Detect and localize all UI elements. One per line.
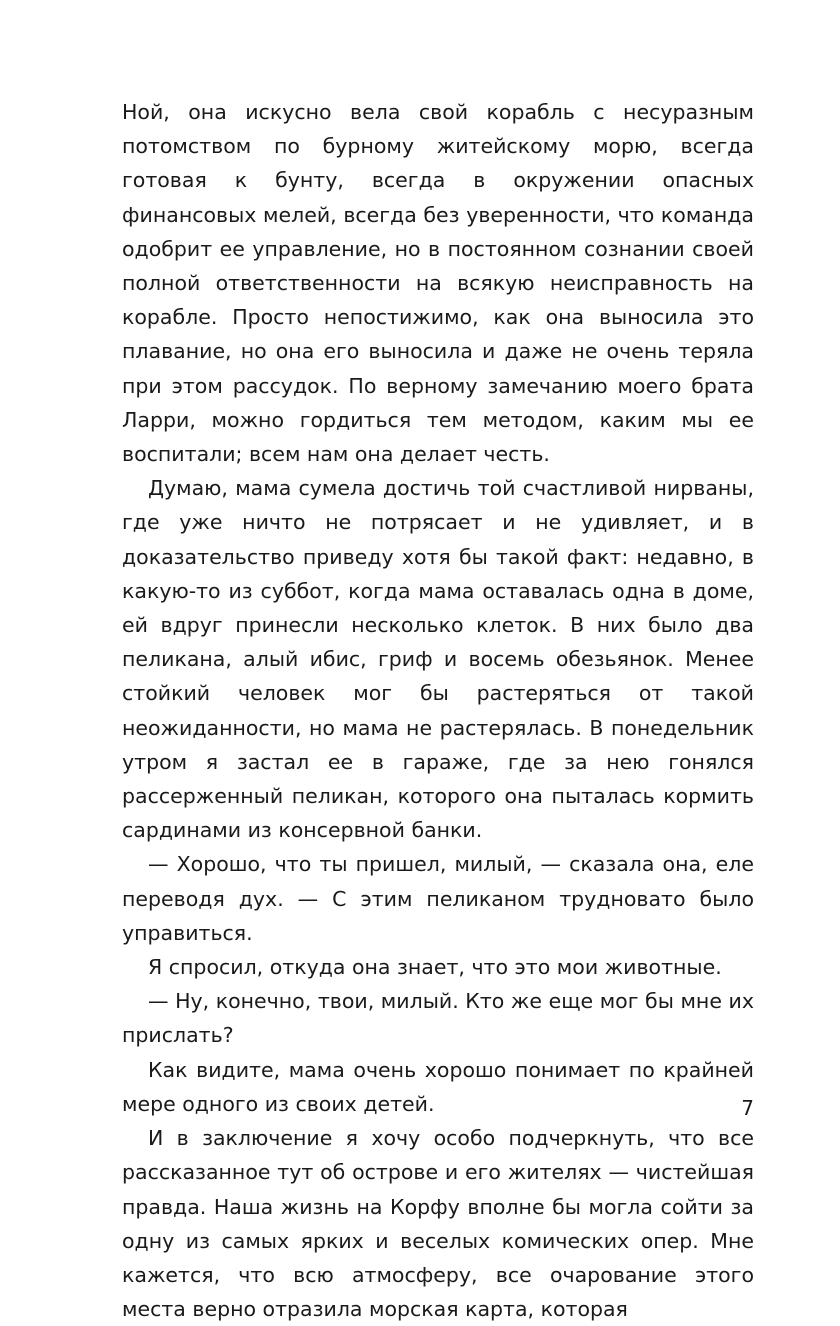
paragraph-as-you-see: Как видите, мама очень хорошо понимает по крайней мере одного из своих детей.: [122, 1057, 754, 1116]
page-number: 7: [741, 1096, 754, 1120]
page-body: [122, 95, 754, 1326]
paragraph-dialogue-yours: — Ну, конечно, твои, милый. Кто же еще мог бы мне их прислать?: [122, 989, 754, 1048]
paragraph-mama-nirvana: Думаю, мама сумела достичь той счастливой нирваны, где уже ничто не потрясает и не удивляет, и в доказательство приведу хотя бы такой факт: недавно, в какую-то из суббот, когда мама оставалась одна в доме, ей вдруг принесли несколько клеток. В них было два пеликана, алый ибис, гриф и восемь обезьянок. Менее стойкий человек мог бы растеряться от такой неожиданности, но мама не растерялась. В понедельник утром я застал ее в гараже, где за нею гонялся рассерженный пеликан, которого она пыталась кормить сардинами из консервной банки.: [122, 476, 754, 843]
paragraph-dialogue-pelican: — Хорошо, что ты пришел, милый, — сказала она, еле переводя дух. — С этим пеликаном трудновато было управиться.: [122, 852, 754, 945]
paragraph-continuation: Ной, она искусно вела свой корабль с несуразным потомством по бурному житейскому морю, всегда готовая к бунту, всегда в окружении опасных финансовых мелей, всегда без уверенности, что команда одобрит ее управление, но в постоянном сознании своей полной ответственности на всякую неисправность на корабле. Просто непостижимо, как она выносила это плавание, но она его выносила и даже не очень теряла при этом рассудок. По верному замечанию моего брата Ларри, можно гордиться тем методом, каким мы ее воспитали; всем нам она делает честь.: [122, 100, 754, 467]
paragraph-conclusion: И в заключение я хочу особо подчеркнуть, что все рассказанное тут об острове и его жителях — чистейшая правда. Наша жизнь на Корфу вполне бы могла сойти за одну из самых ярких и веселых комических опер. Мне кажется, что всю атмосферу, все очарование этого места верно отразила морская карта, которая: [122, 1126, 754, 1322]
paragraph-asked: Я спросил, откуда она знает, что это мои животные.: [148, 955, 722, 980]
